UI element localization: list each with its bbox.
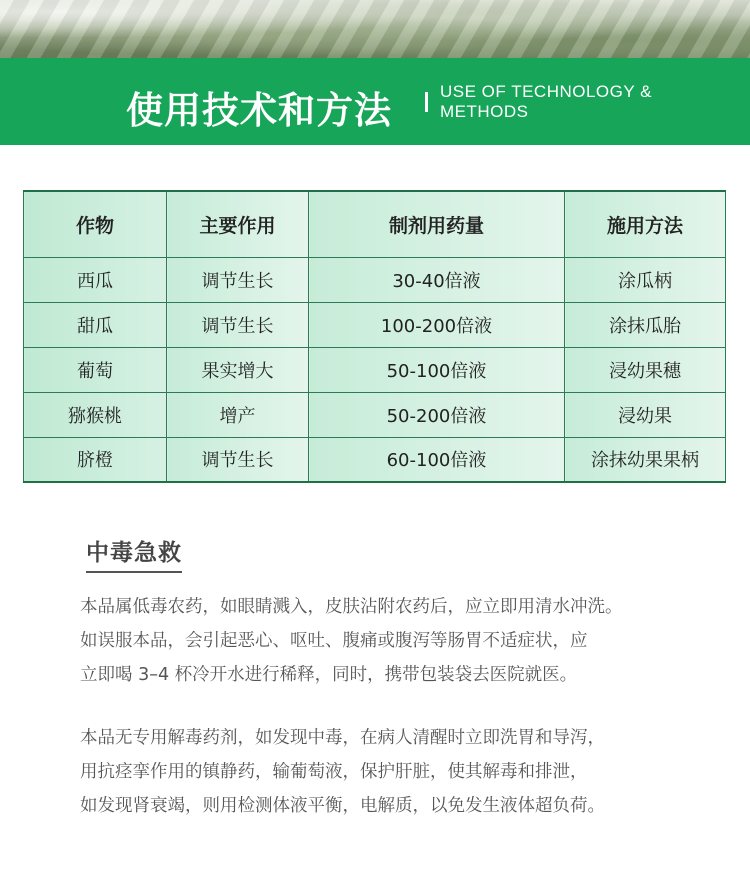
cell-method: 涂抹瓜胎: [565, 302, 726, 347]
cell-dosage: 30-40倍液: [309, 257, 565, 302]
cell-dosage: 50-100倍液: [309, 347, 565, 392]
leaf-photo-banner: [0, 0, 750, 58]
cell-crop: 葡萄: [24, 347, 167, 392]
cell-function: 调节生长: [167, 302, 309, 347]
table-row: [24, 347, 726, 392]
usage-table: [23, 190, 726, 483]
cell-method: 涂瓜柄: [565, 257, 726, 302]
cell-function: 调节生长: [167, 257, 309, 302]
paragraph-line: 立即喝 3–4 杯冷开水进行稀释，同时，携带包装袋去医院就医。: [80, 665, 578, 685]
table-row: [24, 437, 726, 482]
table-header-row: [24, 191, 726, 257]
table-row: [24, 302, 726, 347]
cell-method: 浸幼果穗: [565, 347, 726, 392]
header-method: 施用方法: [565, 191, 726, 257]
cell-function: 果实增大: [167, 347, 309, 392]
table-row: [24, 392, 726, 437]
cell-method: 浸幼果: [565, 392, 726, 437]
paragraph-line: 如发现肾衰竭，则用检测体液平衡，电解质，以免发生液体超负荷。: [80, 796, 605, 816]
cell-function: 增产: [167, 392, 309, 437]
cell-method: 涂抹幼果果柄: [565, 437, 726, 482]
header-title-cn: 使用技术和方法: [126, 89, 392, 132]
paragraph-line: 如误服本品，会引起恶心、呕吐、腹痛或腹泻等肠胃不适症状，应: [80, 631, 588, 651]
header-function: 主要作用: [167, 191, 309, 257]
cell-crop: 西瓜: [24, 257, 167, 302]
paragraph-line: 用抗痉挛作用的镇静药，输葡萄液，保护肝脏，使其解毒和排泄，: [80, 762, 588, 782]
first-aid-paragraph-2: [80, 721, 700, 823]
paragraph-line: 本品属低毒农药，如眼睛溅入，皮肤沾附农药后，应立即用清水冲洗。: [80, 597, 623, 617]
cell-dosage: 60-100倍液: [309, 437, 565, 482]
table-row: [24, 257, 726, 302]
cell-crop: 甜瓜: [24, 302, 167, 347]
cell-function: 调节生长: [167, 437, 309, 482]
header-divider: [425, 92, 428, 112]
cell-dosage: 100-200倍液: [309, 302, 565, 347]
cell-crop: 猕猴桃: [24, 392, 167, 437]
first-aid-paragraph-1: [80, 590, 700, 692]
header-dosage: 制剂用药量: [309, 191, 565, 257]
paragraph-line: 本品无专用解毒药剂，如发现中毒，在病人清醒时立即洗胃和导泻，: [80, 728, 605, 748]
header-title-en: USE OF TECHNOLOGY & METHODS: [440, 82, 652, 121]
first-aid-title: 中毒急救: [86, 534, 182, 573]
cell-crop: 脐橙: [24, 437, 167, 482]
section-header: [0, 58, 750, 145]
cell-dosage: 50-200倍液: [309, 392, 565, 437]
header-crop: 作物: [24, 191, 167, 257]
